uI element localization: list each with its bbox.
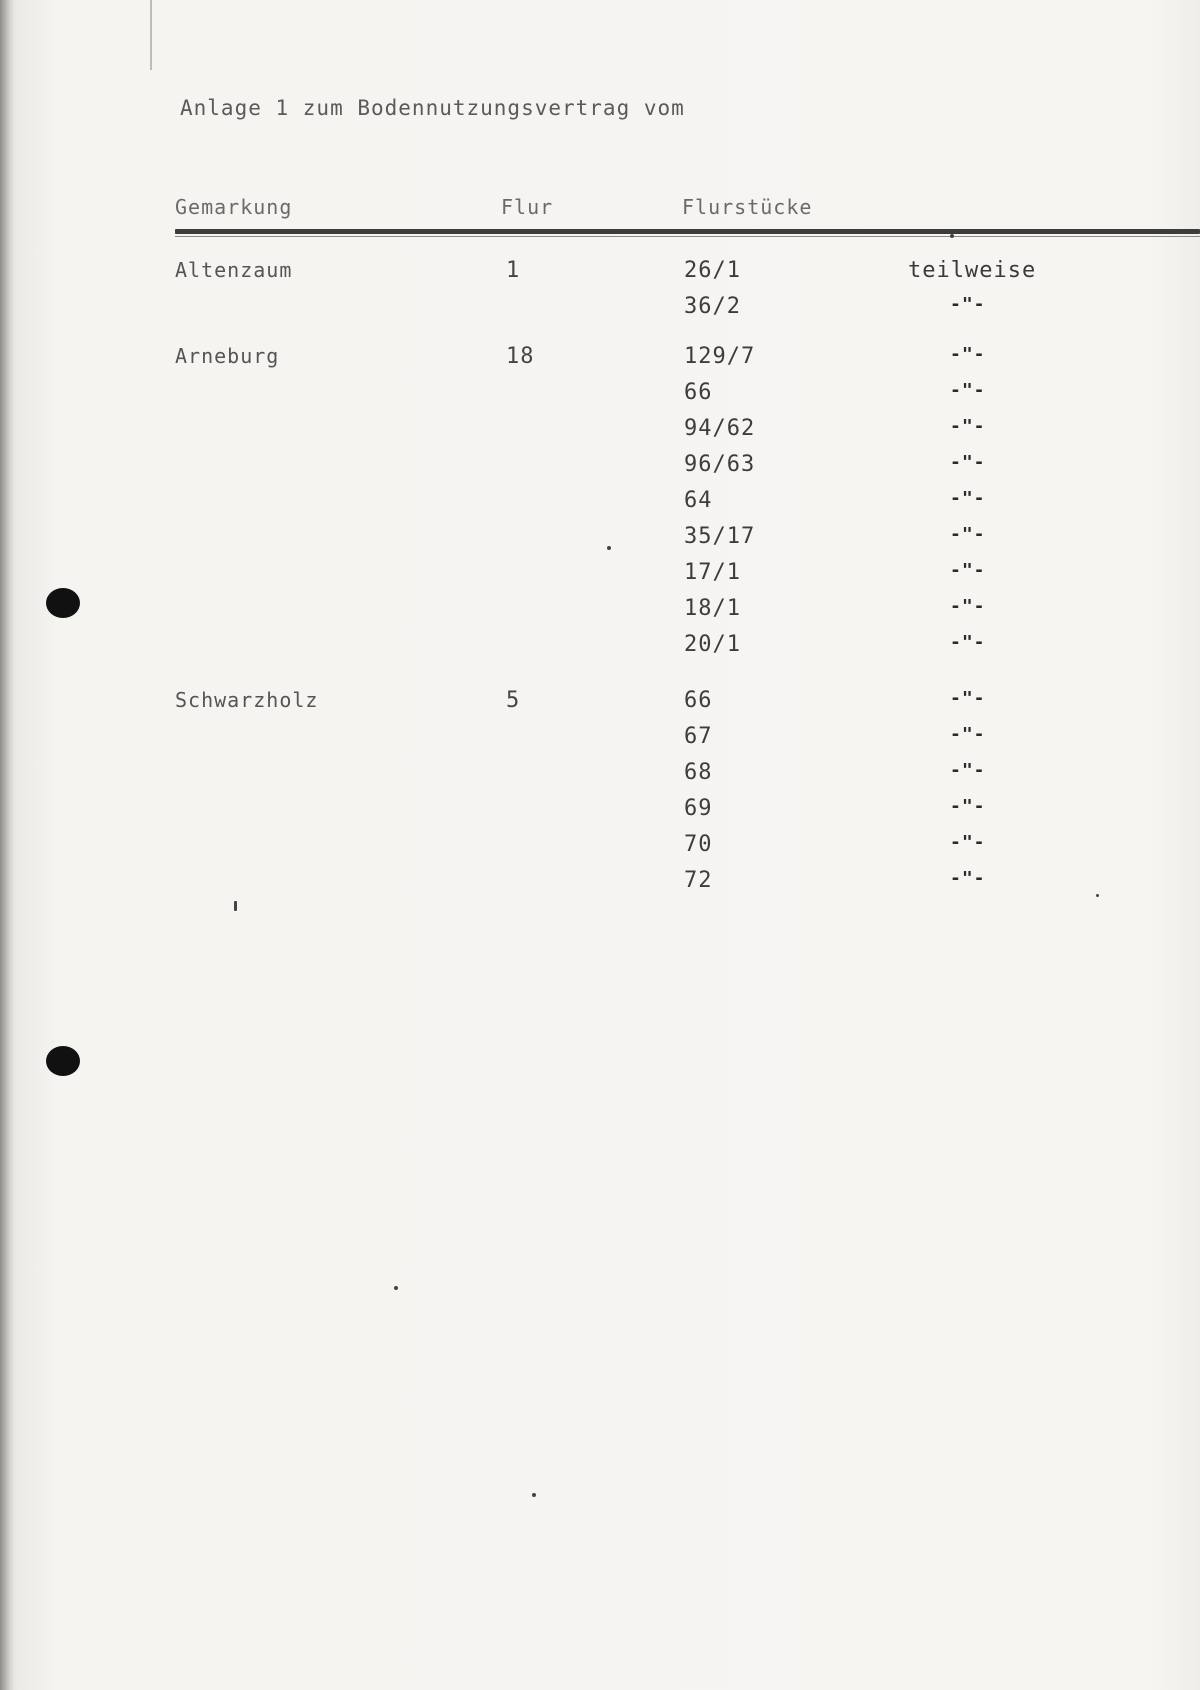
header-rule — [175, 229, 1200, 234]
cell-flurstueck: 17/1 — [684, 560, 741, 585]
cell-flurstueck: 96/63 — [684, 452, 756, 477]
cell-flurstueck: 64 — [684, 488, 713, 513]
cell-flurstueck: 66 — [684, 380, 713, 405]
cell-flurstueck: 72 — [684, 868, 713, 893]
cell-flurstueck: 67 — [684, 724, 713, 749]
cell-vermerk: -"- — [950, 294, 986, 315]
column-header-flurstuecke: Flurstücke — [682, 195, 813, 219]
ink-speck — [532, 1493, 536, 1497]
cell-flurstueck: 66 — [684, 688, 713, 713]
cell-flurstueck: 35/17 — [684, 524, 756, 549]
cell-flurstueck: 70 — [684, 832, 713, 857]
cell-vermerk: -"- — [950, 796, 986, 817]
ink-speck — [234, 901, 237, 911]
cell-flurstueck: 18/1 — [684, 596, 741, 621]
cell-gemarkung: Altenzaum — [175, 258, 293, 282]
cell-flurstueck: 36/2 — [684, 294, 741, 319]
cell-vermerk: -"- — [950, 560, 986, 581]
cell-vermerk: -"- — [950, 344, 986, 365]
ink-speck — [1096, 894, 1099, 897]
punch-hole — [46, 588, 80, 618]
ink-speck — [950, 234, 954, 238]
ink-speck — [394, 1286, 398, 1290]
cell-vermerk: -"- — [950, 596, 986, 617]
cell-vermerk: teilweise — [908, 258, 1037, 283]
cell-vermerk: -"- — [950, 488, 986, 509]
punch-hole — [46, 1046, 80, 1076]
cell-vermerk: -"- — [950, 380, 986, 401]
cell-vermerk: -"- — [950, 688, 986, 709]
cell-vermerk: -"- — [950, 416, 986, 437]
cell-flur: 5 — [506, 688, 521, 713]
column-header-flur: Flur — [501, 195, 554, 219]
document-title: Anlage 1 zum Bodennutzungsvertrag vom — [180, 96, 685, 120]
cell-flur: 18 — [506, 344, 535, 369]
column-header-gemarkung: Gemarkung — [175, 195, 293, 219]
cell-gemarkung: Schwarzholz — [175, 688, 319, 712]
cell-flurstueck: 26/1 — [684, 258, 741, 283]
cell-flurstueck: 129/7 — [684, 344, 756, 369]
cell-vermerk: -"- — [950, 724, 986, 745]
cell-vermerk: -"- — [950, 832, 986, 853]
cell-flurstueck: 68 — [684, 760, 713, 785]
cell-flurstueck: 20/1 — [684, 632, 741, 657]
cell-vermerk: -"- — [950, 452, 986, 473]
cell-flur: 1 — [506, 258, 521, 283]
cell-vermerk: -"- — [950, 760, 986, 781]
ink-speck — [607, 546, 611, 550]
cell-flurstueck: 69 — [684, 796, 713, 821]
cell-vermerk: -"- — [950, 632, 986, 653]
cell-flurstueck: 94/62 — [684, 416, 756, 441]
cell-vermerk: -"- — [950, 524, 986, 545]
fold-mark — [150, 0, 152, 70]
page-edge-shadow — [0, 0, 14, 1690]
cell-vermerk: -"- — [950, 868, 986, 889]
header-rule-secondary — [175, 236, 1200, 237]
cell-gemarkung: Arneburg — [175, 344, 280, 368]
